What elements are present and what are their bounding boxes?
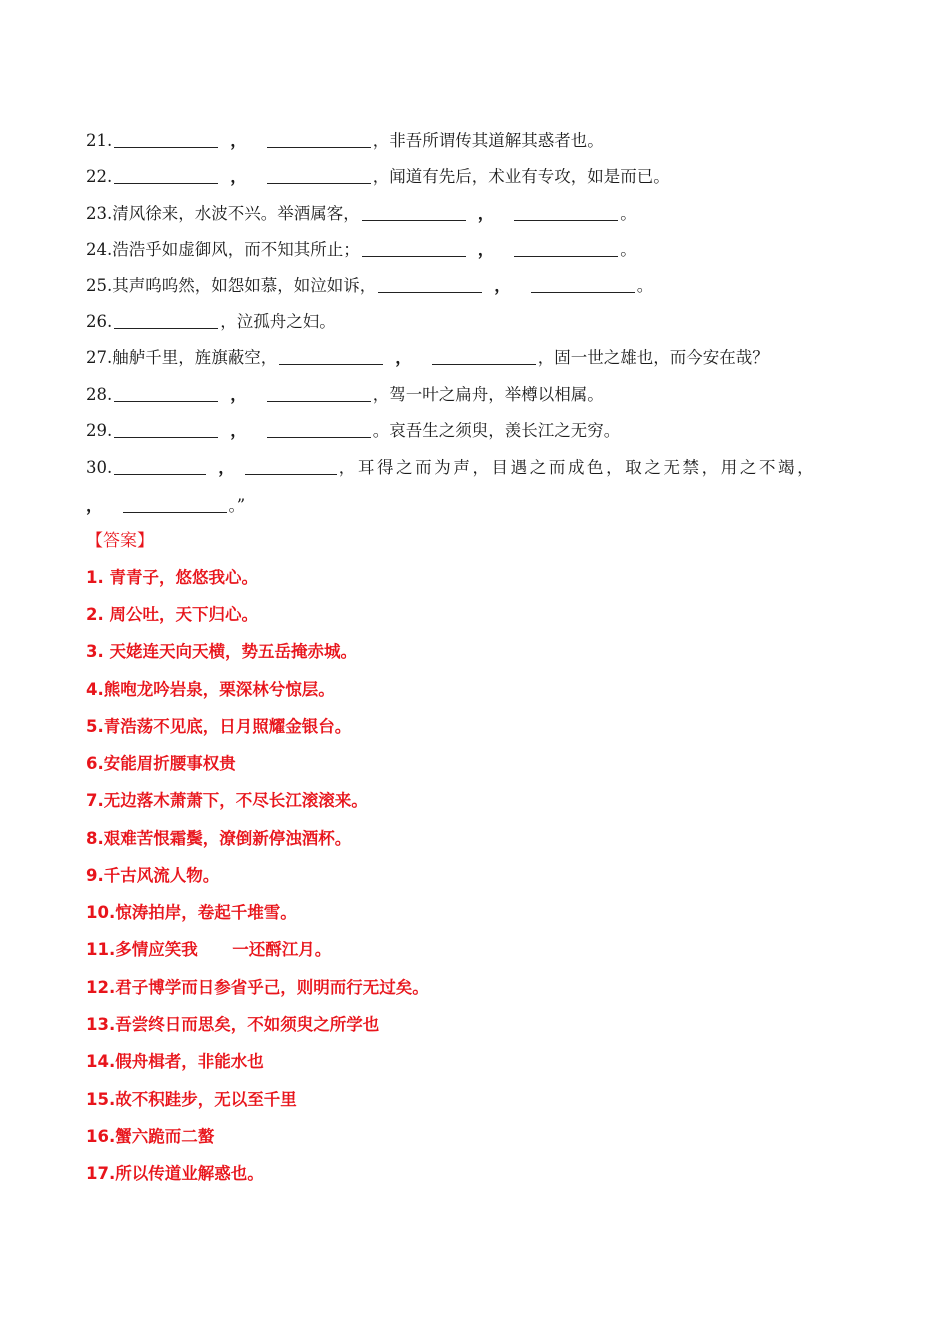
answer-item: 8.艰难苦恨霜鬓，潦倒新停浊酒杯。 bbox=[86, 829, 352, 848]
question-23 bbox=[86, 203, 637, 225]
question-number: 28. bbox=[86, 385, 113, 404]
answer-blank[interactable] bbox=[114, 421, 218, 438]
answer-blank[interactable] bbox=[531, 276, 635, 293]
answer-blank[interactable] bbox=[279, 348, 383, 365]
answer-blank[interactable] bbox=[514, 204, 618, 221]
answer-item: 2. 周公吐，天下归心。 bbox=[86, 605, 258, 624]
answer-blank[interactable] bbox=[514, 240, 618, 257]
question-25 bbox=[86, 275, 653, 297]
question-number: 21. bbox=[86, 131, 113, 150]
question-22 bbox=[86, 166, 670, 188]
answer-blank[interactable] bbox=[114, 312, 218, 329]
answer-item: 1. 青青子，悠悠我心。 bbox=[86, 568, 258, 587]
question-text: ，闻道有先后，术业有专攻，如是而已。 bbox=[372, 167, 670, 186]
answer-item: 14.假舟楫者，非能水也 bbox=[86, 1052, 264, 1071]
answer-blank[interactable] bbox=[362, 240, 466, 257]
separator: ， bbox=[230, 131, 247, 150]
answer-blank[interactable] bbox=[267, 167, 371, 184]
answer-blank[interactable] bbox=[123, 496, 227, 513]
answer-blank[interactable] bbox=[114, 458, 206, 475]
question-text: 27.舳舻千里，旌旗蔽空， bbox=[86, 348, 278, 367]
answer-blank[interactable] bbox=[362, 204, 466, 221]
answer-item: 10.惊涛拍岸，卷起千堆雪。 bbox=[86, 903, 297, 922]
question-24 bbox=[86, 239, 637, 261]
answer-item: 9.千古风流人物。 bbox=[86, 866, 220, 885]
answer-blank[interactable] bbox=[432, 348, 536, 365]
answer-item: 5.青浩荡不见底，日月照耀金银台。 bbox=[86, 717, 352, 736]
answer-item: 6.安能眉折腰事权贵 bbox=[86, 754, 236, 773]
question-number: 26. bbox=[86, 312, 113, 331]
question-text: ，驾一叶之扁舟，举樽以相属。 bbox=[372, 385, 604, 404]
answer-item: 17.所以传道业解惑也。 bbox=[86, 1164, 264, 1183]
question-21 bbox=[86, 130, 604, 152]
answer-item: 13.吾尝终日而思矣，不如须臾之所学也 bbox=[86, 1015, 380, 1034]
question-text: 。哀吾生之须臾，羡长江之无穷。 bbox=[372, 421, 621, 440]
answer-blank[interactable] bbox=[267, 385, 371, 402]
question-text: 。” bbox=[228, 496, 246, 515]
question-number: 30. bbox=[86, 458, 113, 477]
answer-blank[interactable] bbox=[114, 167, 218, 184]
separator: ， bbox=[230, 421, 247, 440]
answer-blank[interactable] bbox=[378, 276, 482, 293]
separator: ， bbox=[494, 276, 511, 295]
answer-item: 15.故不积跬步，无以至千里 bbox=[86, 1090, 297, 1109]
question-text: 24.浩浩乎如虚御风，而不知其所止； bbox=[86, 240, 360, 259]
separator: ， bbox=[477, 240, 495, 259]
separator: ， bbox=[230, 385, 247, 404]
answer-blank[interactable] bbox=[114, 385, 218, 402]
answer-item: 16.蟹六跪而二螯 bbox=[86, 1127, 215, 1146]
answer-item: 12.君子博学而日参省乎己，则明而行无过矣。 bbox=[86, 978, 429, 997]
question-text: ，耳得之而为声，目遇之而成色，取之无禁，用之不竭， bbox=[338, 458, 817, 477]
separator: ， bbox=[395, 348, 412, 367]
question-26 bbox=[86, 311, 336, 333]
separator: ， bbox=[477, 204, 495, 223]
answer-item: 3. 天姥连天向天横，势五岳掩赤城。 bbox=[86, 642, 357, 661]
question-28 bbox=[86, 384, 604, 406]
separator: ， bbox=[218, 458, 235, 477]
question-number: 29. bbox=[86, 421, 113, 440]
answer-blank[interactable] bbox=[114, 131, 218, 148]
question-text: 。 bbox=[620, 240, 637, 259]
question-text: ，泣孤舟之妇。 bbox=[220, 312, 336, 331]
question-30 bbox=[86, 457, 816, 479]
answer-blank[interactable] bbox=[245, 458, 337, 475]
question-29 bbox=[86, 420, 620, 442]
separator: ， bbox=[86, 496, 103, 515]
question-text: 23.清风徐来，水波不兴。举酒属客， bbox=[86, 204, 360, 223]
question-text: 。 bbox=[636, 276, 654, 295]
answer-item: 4.熊咆龙吟岩泉，栗深林兮惊层。 bbox=[86, 680, 335, 699]
answer-item: 11.多情应笑我 一还酹江月。 bbox=[86, 940, 332, 959]
question-text: ，非吾所谓传其道解其惑者也。 bbox=[372, 131, 604, 150]
question-30-line2 bbox=[86, 495, 245, 517]
question-text: 。 bbox=[620, 204, 637, 223]
question-27 bbox=[86, 347, 769, 369]
question-number: 22. bbox=[86, 167, 113, 186]
question-text: 25.其声呜呜然，如怨如慕，如泣如诉， bbox=[86, 276, 377, 295]
answer-blank[interactable] bbox=[267, 131, 371, 148]
answer-item: 7.无边落木萧萧下，不尽长江滚滚来。 bbox=[86, 791, 368, 810]
question-text: ，固一世之雄也，而今安在哉？ bbox=[537, 348, 769, 367]
separator: ， bbox=[230, 167, 247, 186]
answer-blank[interactable] bbox=[267, 421, 371, 438]
answers-heading: 【答案】 bbox=[86, 531, 154, 551]
